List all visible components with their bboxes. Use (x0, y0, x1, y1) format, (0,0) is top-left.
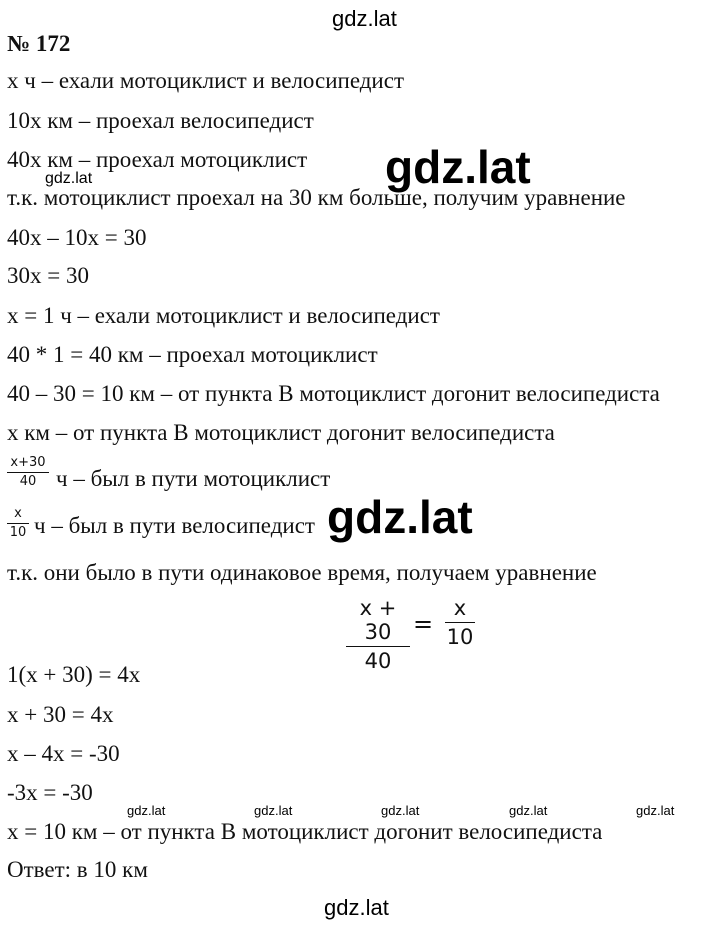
equation-right-fraction (445, 596, 475, 649)
equation-left-denominator: 40 (364, 649, 392, 673)
equation-left-numerator: x + 30 (359, 596, 397, 644)
watermark-tiny-3: gdz.lat (381, 803, 420, 818)
fraction-cyclist-time (7, 506, 29, 541)
solution-line: х + 30 = 4х (7, 702, 114, 727)
solution-line: х км – от пункта В мотоциклист догонит велосипедиста (7, 420, 555, 445)
solution-line: х – 4х = -30 (7, 741, 120, 766)
watermark-tiny-1: gdz.lat (127, 803, 166, 818)
solution-line: х = 1 ч – ехали мотоциклист и велосипедист (7, 303, 440, 328)
watermark-tiny-5: gdz.lat (636, 803, 675, 818)
solution-line: 40х км – проехал мотоциклист (7, 147, 308, 172)
equation-equals-sign: = (413, 610, 434, 638)
watermark-big-upper: gdz.lat (385, 141, 531, 193)
watermark-top: gdz.lat (332, 6, 397, 31)
equation-right-denominator: 10 (446, 625, 474, 649)
equation-left-bar (346, 646, 410, 647)
fraction-bar (7, 523, 29, 524)
solution-line: -3х = -30 (7, 780, 93, 805)
fraction-denominator: 10 (9, 525, 27, 540)
task-number: № 172 (7, 31, 71, 56)
answer-line: Ответ: в 10 км (7, 857, 148, 882)
equation-right-bar (445, 622, 475, 623)
fraction-denominator: 40 (19, 474, 37, 489)
watermark-big-middle: gdz.lat (327, 491, 473, 543)
watermark-tiny-2: gdz.lat (254, 803, 293, 818)
fraction-numerator: x (14, 506, 22, 521)
solution-line: 40х – 10х = 30 (7, 225, 147, 250)
fraction-line-text: ч – был в пути мотоциклист (56, 466, 331, 491)
solution-line: х = 10 км – от пункта В мотоциклист догонит велосипедиста (7, 819, 603, 844)
fraction-motorcyclist-time (7, 455, 49, 490)
watermark-bottom: gdz.lat (324, 895, 389, 920)
watermark-tiny-4: gdz.lat (509, 803, 548, 818)
fraction-bar (7, 472, 49, 473)
solution-line: 40 * 1 = 40 км – проехал мотоциклист (7, 342, 378, 367)
watermark-small-left: gdz.lat (45, 170, 93, 187)
equation-left-fraction (346, 596, 410, 673)
solution-line: 30х = 30 (7, 263, 89, 288)
fraction-numerator: x+30 (10, 455, 46, 470)
solution-line: т.к. мотоциклист проехал на 30 км больше, получим уравнение (7, 185, 626, 210)
fraction-line-text: ч – был в пути велосипедист (34, 513, 315, 538)
solution-line: т.к. они было в пути одинаковое время, получаем уравнение (7, 560, 597, 585)
solution-line: 10х км – проехал велосипедист (7, 108, 314, 133)
solution-line: 40 – 30 = 10 км – от пункта В мотоциклист догонит велосипедиста (7, 381, 660, 406)
equation-right-numerator: x (453, 596, 467, 620)
solution-line: х ч – ехали мотоциклист и велосипедист (7, 68, 404, 93)
solution-line: 1(х + 30) = 4х (7, 662, 141, 687)
